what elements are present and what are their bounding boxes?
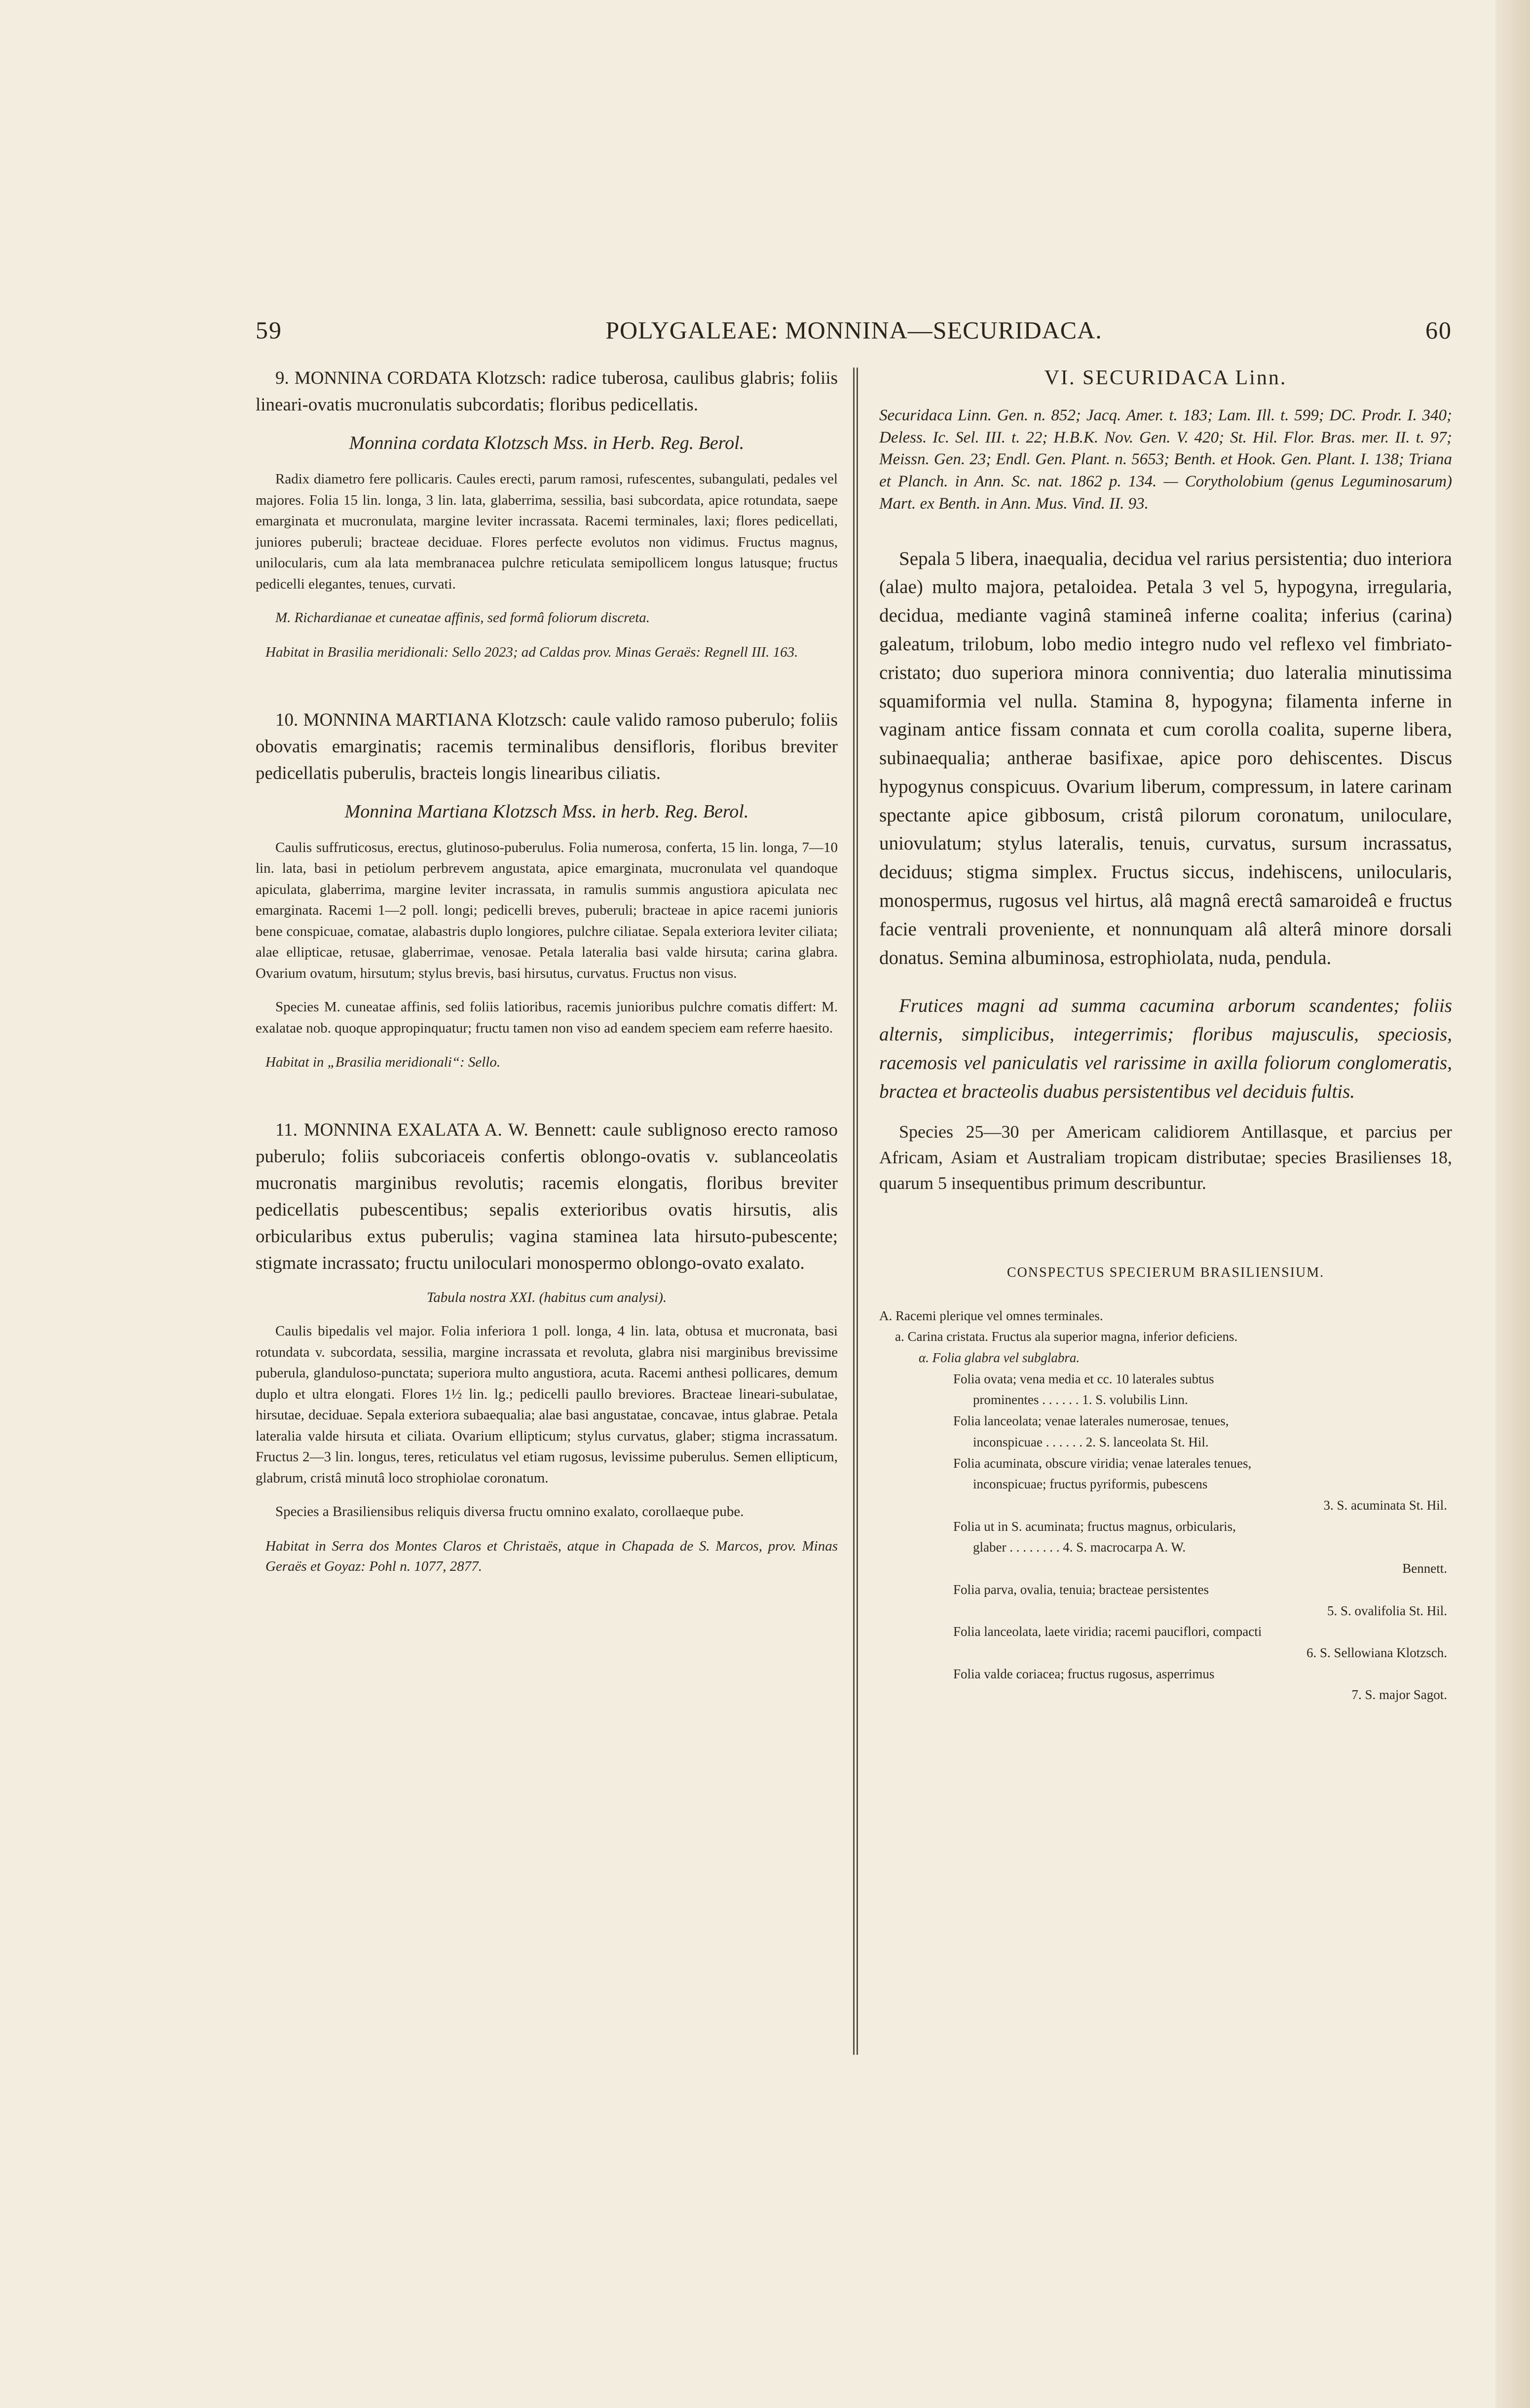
species-10-synonym: Monnina Martiana Klotzsch Mss. in herb. Reg. Berol. xyxy=(344,801,749,822)
running-header xyxy=(256,316,1452,355)
species-9-diagnosis: 9. MONNINA CORDATA Klotzsch: radice tuberosa, caulibus glabris; foliis lineari-ovatis mucronulatis subcordatis; floribus pedicellatis. xyxy=(256,368,838,415)
species-9-habitat: Habitat in Brasilia meridionali: Sello 2023; ad Caldas prov. Minas Geraës: Regnell III. 163. xyxy=(265,644,798,660)
key-line: prominentes . . . . . . 1. S. volubilis Linn. xyxy=(973,1392,1188,1408)
species-11-habitat: Habitat in Serra dos Montes Claros et Christaës, atque in Chapada de S. Marcos, prov. Minas Geraës et Goyaz: Pohl n. 1077, 2877. xyxy=(265,1538,838,1574)
key-line: 3. S. acuminata St. Hil. xyxy=(1323,1497,1447,1513)
key-line: Folia acuminata, obscure viridia; venae laterales tenues, xyxy=(953,1455,1252,1471)
key-line: Folia lanceolata; venae laterales numerosae, tenues, xyxy=(953,1413,1229,1429)
species-11-diagnosis: 11. MONNINA EXALATA A. W. Bennett: caule sublignoso erecto ramoso puberulo; foliis subcoriaceis confertis oblongo-ovatis v. sublanceolatis mucronatis marginibus revolutis; racemis elongatis, floribus breviter pedicellatis pubescentibus; sepalis exterioribus ovatis hirsutis, alis orbicularibus extus puberulis; vagina staminea lata hirsuto-pubescente; stigmate incrassato; fructu uniloculari monospermo oblongo-ovato exalato. xyxy=(256,1120,838,1273)
key-line: 6. S. Sellowiana Klotzsch. xyxy=(1306,1645,1447,1660)
species-10-habitat: Habitat in „Brasilia meridionali“: Sello. xyxy=(265,1054,501,1070)
species-11-description: Caulis bipedalis vel major. Folia inferiora 1 poll. longa, 4 lin. lata, obtusa et mucronata, basi rotundata v. subcordata, sessilia, margine incrassata et revoluta, glabra nisi marginibus brevissime puberula, glanduloso-punctata; superiora multo angustiora, acuta. Racemi anthesi pollicares, demum duplo et ultra elongati. Flores 1½ lin. lg.; pedicelli paullo breviores. Bracteae lineari-subulatae, hirsutae, deciduae. Sepala exteriora subaequalia; alae basi angustatae, concavae, intus glabrae. Petala lateralia valde hirsuta et ciliata. Ovarium ellipticum; stylus curvatus, glaber; stigma incrassatum. Fructus 2—3 lin. longus, teres, reticulatus vel etiam rugosus, levissime puberulus. Semen ellipticum, glabrum, cristâ minutâ loco strophiolae coronatum. xyxy=(256,1323,838,1486)
species-10-note: Species M. cuneatae affinis, sed foliis latioribus, racemis junioribus pulchre comatis differt: M. exalatae nob. quoque appropinquatur; fructu tamen non viso ad eandem speciem eam referre haesito. xyxy=(256,999,838,1036)
species-key xyxy=(879,1305,1452,1705)
page-number-left: 59 xyxy=(256,316,282,344)
species-9-description: Radix diametro fere pollicaris. Caules erecti, parum ramosi, rufescentes, subangulati, pedales vel majores. Folia 15 lin. longa, 3 lin. lata, glaberrima, sessilia, basi subcordata, apice rotundata, saepe emarginata et mucronulata, margine leviter incrassata. Racemi terminales, laxi; flores pedicellati, juniores puberuli; bracteae deciduae. Flores perfecte evolutos non vidimus. Fructus magnus, unilocularis, cum ala lata membranacea pulchre reticulata semipollicem longus latusque; fructus pedicelli elegantes, tenues, curvati. xyxy=(256,471,838,592)
key-line: α. Folia glabra vel subglabra. xyxy=(919,1350,1080,1366)
page-edge xyxy=(1495,0,1530,2408)
key-line: a. Carina cristata. Fructus ala superior magna, inferior deficiens. xyxy=(895,1329,1238,1344)
left-column xyxy=(256,365,838,1577)
key-line: inconspicuae . . . . . . 2. S. lanceolata St. Hil. xyxy=(973,1434,1209,1449)
genus-habit: Frutices magni ad summa cacumina arborum scandentes; foliis alternis, simplicibus, integerrimis; floribus majusculis, speciosis, racemosis vel paniculatis vel rarissime in axilla foliorum conglomeratis, bractea et bracteolis duabus persistentibus vel deciduis fultis. xyxy=(879,995,1452,1102)
key-line: inconspicuae; fructus pyriformis, pubescens xyxy=(973,1477,1208,1492)
genus-synonymy: Securidaca Linn. Gen. n. 852; Jacq. Amer. t. 183; Lam. Ill. t. 599; DC. Prodr. I. 340; Deless. Ic. Sel. III. t. 22; H.B.K. Nov. Gen. V. 420; St. Hil. Flor. Bras. mer. II. t. 97; Meissn. Gen. 23; Endl. Gen. Plant. n. 5653; Benth. et Hook. Gen. Plant. I. 138; Triana et Planch. in Ann. Sc. nat. 1862 p. 134. — Corytholobium (genus Leguminosarum) Mart. ex Benth. in Ann. Mus. Vind. II. 93. xyxy=(879,407,1452,513)
key-line: Folia parva, ovalia, tenuia; bracteae persistentes xyxy=(953,1582,1209,1597)
header-title: POLYGALEAE: MONNINA—SECURIDACA. xyxy=(605,316,1102,344)
key-line: Folia ovata; vena media et cc. 10 laterales subtus xyxy=(953,1371,1214,1386)
species-10-description: Caulis suffruticosus, erectus, glutinoso-puberulus. Folia numerosa, conferta, 15 lin. longa, 7—10 lin. lata, basi in petiolum perbrevem angustata, apice emarginata, mucronulata vel quandoque apiculata, glaberrima, margine leviter incrassata, in ramulis summis angustiora apiculata nec emarginata. Racemi 1—2 poll. longi; pedicelli breves, puberuli; bracteae in apice racemi junioris bene conspicuae, comatae, alabastris duplo longiores, pulchre ciliatae. Sepala exteriora leviter ciliata; alae ellipticae, retusae, glaberrimae, venosae. Petala lateralia basi valde hirsuta; carina glabra. Ovarium ovatum, hirsutum; stylus brevis, basi hirsutus, curvatus. Fructus non visus. xyxy=(256,839,838,981)
key-line: 7. S. major Sagot. xyxy=(1351,1687,1447,1703)
species-11-tabula: Tabula nostra XXI. (habitus cum analysi). xyxy=(426,1290,667,1305)
key-line: Folia valde coriacea; fructus rugosus, asperrimus xyxy=(953,1666,1215,1681)
genus-characters: Sepala 5 libera, inaequalia, decidua vel rarius persistentia; duo interiora (alae) multo majora, petaloidea. Petala 3 vel 5, hypogyna, irregularia, decidua, mediante vaginâ stamineâ inferne coalita; inferius (carina) galeatum, trilobum, lobo medio integro nudo vel reflexo vel fimbriato-cristato; duo superiora minora conniventia; duo lateralia minutissima squamiformia vel nulla. Stamina 8, hypogyna; filamenta inferne in vaginam antice fissam connata et cum corolla coalita, superne libera, subinaequalia; antherae basifixae, apice poro dehiscentes. Discus hypogynus conspicuus. Ovarium liberum, compressum, in latere carinam spectante apice gibbosum, cristâ pilorum coronatum, uniloculare, uniovulatum; stylus lateralis, tenuis, curvatus, sursum incrassatus, deciduus; stigma simplex. Fructus siccus, indehiscens, unilocularis, monospermus, rugosus vel hirtus, alâ magnâ erectâ samaroideâ e fructus facie ventrali proveniente, et nonnunquam alâ alterâ minore dorsali donatus. Semina albuminosa, estrophiolata, nuda, pendula. xyxy=(879,548,1452,968)
species-10-diagnosis: 10. MONNINA MARTIANA Klotzsch: caule valido ramoso puberulo; foliis obovatis emarginatis; racemis terminalibus densifloris, floribus breviter pedicellatis puberulis, bracteis longis linearibus ciliatis. xyxy=(256,709,838,783)
species-9-synonym: Monnina cordata Klotzsch Mss. in Herb. Reg. Berol. xyxy=(349,433,745,453)
key-line: glaber . . . . . . . . 4. S. macrocarpa A. W. xyxy=(973,1540,1186,1555)
conspectus-title: CONSPECTUS SPECIERUM BRASILIENSIUM. xyxy=(1007,1264,1325,1280)
key-line: Bennett. xyxy=(1402,1561,1447,1576)
column-divider xyxy=(853,368,858,2055)
key-line: 5. S. ovalifolia St. Hil. xyxy=(1327,1603,1447,1618)
key-line: Folia ut in S. acuminata; fructus magnus, orbicularis, xyxy=(953,1519,1236,1534)
key-line: Folia lanceolata, laete viridia; racemi pauciflori, compacti xyxy=(953,1624,1262,1639)
genus-distribution: Species 25—30 per Americam calidiorem Antillasque, et parcius per Africam, Asiam et Australiam tropicam distributae; species Brasilienses 18, quarum 5 insequentibus primum describuntur. xyxy=(879,1121,1452,1193)
species-9-note: M. Richardianae et cuneatae affinis, sed formâ foliorum discreta. xyxy=(275,610,650,626)
right-column xyxy=(879,365,1452,1705)
species-11-note: Species a Brasiliensibus reliquis diversa fructu omnino exalato, corollaeque pube. xyxy=(275,1504,744,1519)
page-number-right: 60 xyxy=(1425,316,1452,344)
genus-section-title: VI. SECURIDACA Linn. xyxy=(1044,367,1287,389)
key-line: A. Racemi plerique vel omnes terminales. xyxy=(879,1308,1103,1323)
